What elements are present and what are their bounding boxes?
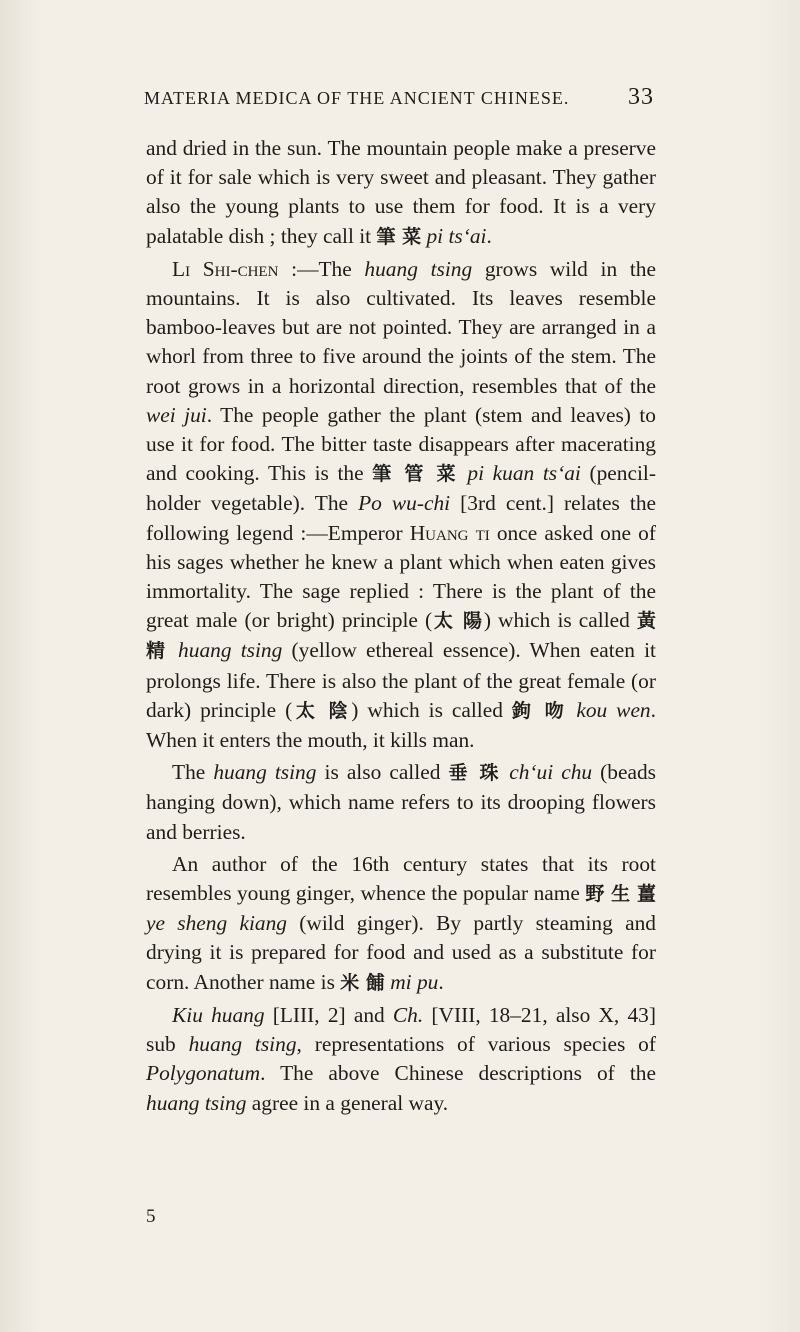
chinese-characters: 黃 精 bbox=[146, 610, 656, 663]
signature-mark: 5 bbox=[146, 1206, 156, 1227]
paragraph-2 bbox=[146, 255, 656, 755]
text-run: once asked one of his sages whether he knew a plant which when eaten gives immortality. The sage replied : There is the plant of the great male (or bright) principle ( bbox=[146, 520, 656, 633]
running-head bbox=[144, 84, 654, 110]
romanization: ch‘ui chu bbox=[509, 760, 593, 785]
text-run: (beads hanging down), which name refers to its drooping flowers and berries. bbox=[146, 760, 656, 844]
romanization: huang tsing bbox=[146, 1090, 247, 1115]
text-run: (wild ginger). By partly steaming and drying it is prepared for food and used as a substitute for corn. Another name is bbox=[146, 911, 656, 994]
text-run: (yellow ethereal essence). When eaten it prolongs life. There is also the plant of the great female (or dark) principle ( bbox=[146, 638, 656, 722]
text-run: is also called bbox=[316, 760, 449, 785]
book-title: Po wu-chi bbox=[358, 491, 451, 516]
text-run: :—The bbox=[278, 256, 365, 281]
chinese-characters: 筆 管 菜 bbox=[372, 463, 459, 486]
body-text bbox=[146, 134, 656, 1118]
romanization: kou wen bbox=[576, 697, 651, 722]
text-run: An author of the 16th century states that its root resembles young ginger, whence the popular name bbox=[146, 851, 656, 906]
paragraph-1 bbox=[146, 134, 656, 252]
author-name: Li Shi-chen bbox=[172, 256, 279, 281]
paragraph-4 bbox=[146, 850, 656, 998]
chinese-characters: 米 餔 bbox=[340, 971, 385, 994]
chinese-characters: 太 陰 bbox=[292, 699, 352, 722]
chinese-characters: 太 陽 bbox=[432, 610, 484, 633]
text-run: grows wild in the mountains. It is also cultivated. Its leaves resemble bamboo-leaves but are not pointed. They are arranged in a whorl from three to five around the joints of the stem. The root grows in a horizontal direction, resembles that of the bbox=[146, 256, 656, 398]
text-run: . When it enters the mouth, it kills man. bbox=[146, 697, 656, 753]
romanization: ye sheng kiang bbox=[146, 911, 287, 936]
paragraph-5 bbox=[146, 1001, 656, 1118]
text-run: . bbox=[438, 969, 444, 994]
romanization: huang tsing bbox=[213, 760, 317, 785]
chinese-characters: 垂 珠 bbox=[448, 762, 502, 785]
text-run: The bbox=[172, 760, 214, 785]
romanization: pi ts‘ai bbox=[426, 223, 487, 248]
text-run: . The above Chinese descriptions of the bbox=[260, 1061, 656, 1086]
romanization: huang tsing bbox=[364, 256, 473, 281]
text-run: . bbox=[486, 223, 492, 248]
chinese-characters: 筆 菜 bbox=[376, 225, 422, 248]
text-run: . The people gather the plant (stem and leaves) to use it for food. The bitter taste disappears after macerating and cooking. This is the bbox=[146, 402, 657, 486]
text-run: and dried in the sun. The mountain people make a preserve of it for sale which is very sweet and pleasant. They gather also the young plants to use them for food. It is a very palatable dish ; they call it bbox=[146, 136, 656, 248]
text-run: ) which is called bbox=[351, 697, 512, 722]
text-run: [VIII, 18–21, also X, 43] sub bbox=[146, 1002, 656, 1057]
text-run: , representations of various species of bbox=[296, 1032, 656, 1057]
paragraph-3 bbox=[146, 758, 656, 847]
chinese-characters: 野 生 薑 bbox=[585, 883, 656, 906]
text-run: agree in a general way. bbox=[246, 1090, 449, 1115]
page-number: 33 bbox=[628, 84, 654, 110]
romanization: wei jui bbox=[146, 402, 207, 427]
romanization: mi pu bbox=[390, 969, 439, 994]
genus-name: Polygonatum bbox=[146, 1061, 261, 1086]
book-title: Kiu huang bbox=[172, 1002, 265, 1027]
running-title: MATERIA MEDICA OF THE ANCIENT CHINESE. bbox=[144, 88, 570, 108]
text-run: [LIII, 2] and bbox=[264, 1002, 393, 1027]
text-run: (pencil-holder vegetable). The bbox=[146, 461, 656, 516]
emperor-name: Huang ti bbox=[409, 520, 490, 545]
book-title: Ch. bbox=[392, 1002, 424, 1027]
romanization: huang tsing bbox=[188, 1032, 297, 1057]
romanization: huang tsing bbox=[178, 638, 283, 663]
romanization: pi kuan ts‘ai bbox=[467, 461, 581, 486]
text-run: ) which is called bbox=[483, 608, 637, 633]
chinese-characters: 鉤 吻 bbox=[511, 699, 568, 722]
text-run: [3rd cent.] relates the following legend :—Emperor bbox=[146, 491, 657, 545]
